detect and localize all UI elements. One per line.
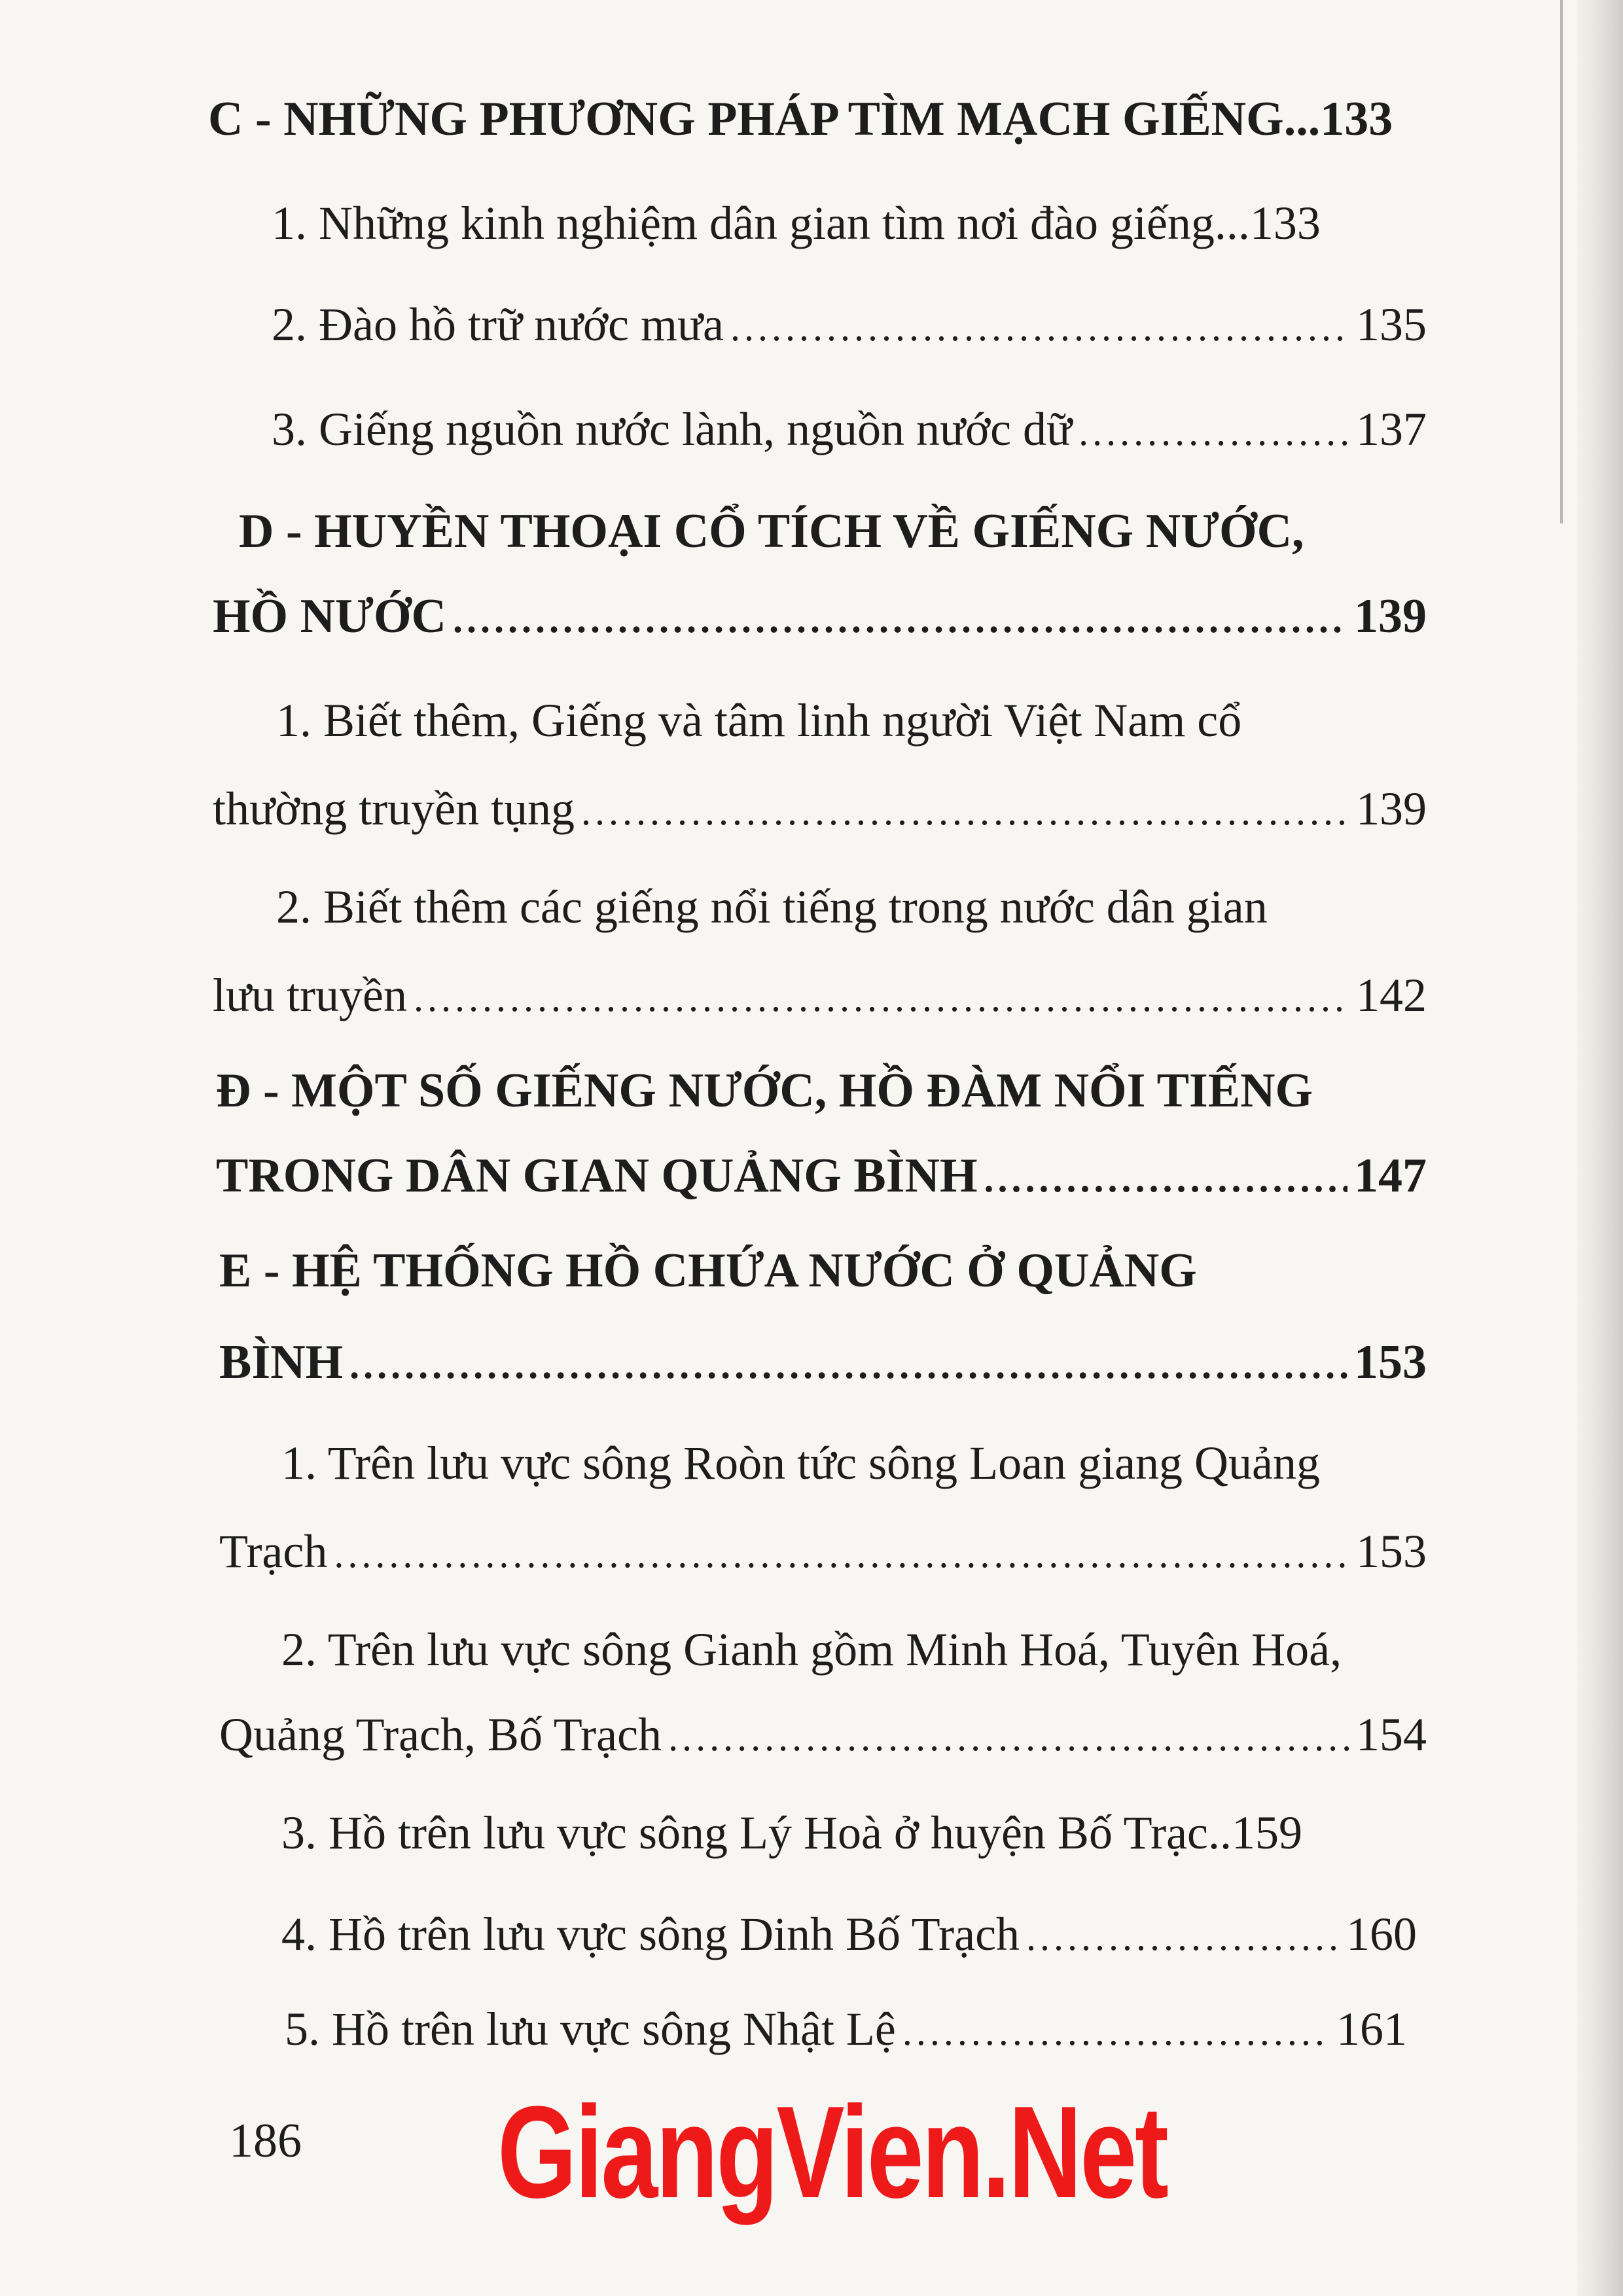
toc-entry-text: 1. Trên lưu vực sông Roòn tức sông Loan giang Quảng [281,1437,1320,1489]
toc-entry-text: 1. Những kinh nghiệm dân gian tìm nơi đào giếng [272,197,1215,249]
toc-entry-dots: ... [1283,92,1321,146]
toc-leader-dots [984,1156,1347,1201]
toc-entry-text: C - NHỮNG PHƯƠNG PHÁP TÌM MẠCH GIẾNG [208,92,1284,146]
toc-leader-dots [1026,1915,1340,1960]
toc-entry-page: 142 [1356,969,1427,1021]
toc-leader-dots [453,597,1347,642]
toc-entry-page: 160 [1346,1908,1417,1960]
toc-item-c2 [272,298,1427,352]
toc-entry-text: E - HỆ THỐNG HỒ CHỨA NƯỚC Ở QUẢNG [219,1244,1197,1298]
toc-leader-dots [334,1532,1349,1577]
toc-entry-text: 1. Biết thêm, Giếng và tâm linh người Việt Nam cổ [276,694,1242,747]
toc-entry-text: Trạch [219,1525,328,1578]
toc-entry-text: 3. Hồ trên lưu vực sông Lý Hoà ở huyện Bố Trạc [281,1807,1208,1859]
toc-leader-dots [902,2009,1330,2055]
toc-entry-text: thường truyền tụng [213,783,575,835]
toc-leader-dots [730,305,1349,350]
toc-leader-dots [668,1715,1349,1760]
toc-section-dd-line1 [216,1063,1427,1119]
toc-section-e-line1 [219,1243,1427,1299]
toc-entry-page: 154 [1356,1708,1427,1761]
toc-section-d-line2 [213,589,1427,645]
toc-item-e1-line2 [219,1525,1427,1579]
toc-entry-text: Quảng Trạch, Bố Trạch [219,1708,662,1761]
toc-item-e1-line1 [281,1436,1433,1491]
toc-entry-page: 139 [1356,783,1427,835]
toc-item-d1-line2 [213,782,1427,836]
toc-item-d2-line2 [213,968,1427,1023]
toc-leader-dots [414,976,1349,1021]
toc-entry-page: 147 [1354,1149,1427,1203]
toc-item-e5 [285,2002,1407,2057]
toc-item-c3 [272,402,1427,457]
toc-entry-text: 3. Giếng nguồn nước lành, nguồn nước dữ [272,403,1073,455]
toc-entry-page: 161 [1336,2003,1407,2055]
toc-entry-page: 133 [1320,92,1393,146]
toc-section-dd-line2 [216,1148,1427,1204]
toc-entry-page: 153 [1356,1525,1427,1578]
toc-entry-page: 137 [1356,403,1427,455]
toc-entry-text: TRONG DÂN GIAN QUẢNG BÌNH [216,1149,978,1203]
toc-entry-text: D - HUYỀN THOẠI CỔ TÍCH VỀ GIẾNG NƯỚC, [239,504,1304,558]
toc-entry-dots: .. [1208,1807,1232,1859]
page-number: 186 [229,2114,302,2168]
toc-item-e2-line2 [219,1708,1427,1762]
toc-entry-text: 2. Biết thêm các giếng nổi tiếng trong nước dân gian [276,881,1268,933]
toc-entry-text: 2. Trên lưu vực sông Gianh gồm Minh Hoá, Tuyên Hoá, [281,1623,1342,1676]
toc-entry-page: 159 [1232,1807,1302,1859]
toc-entry-text: 4. Hồ trên lưu vực sông Dinh Bố Trạch [281,1908,1020,1960]
toc-entry-text: Đ - MỘT SỐ GIẾNG NƯỚC, HỒ ĐÀM NỔI TIẾNG [216,1064,1313,1118]
toc-item-d2-line1 [276,880,1431,934]
toc-section-c [208,92,1432,147]
toc-entry-page: 133 [1249,197,1321,249]
toc-entry-dots: ... [1214,197,1250,249]
toc-entry-text: lưu truyền [213,969,407,1021]
toc-entry-page: 139 [1354,590,1427,643]
toc-entry-text: 5. Hồ trên lưu vực sông Nhật Lệ [285,2003,896,2055]
toc-leader-dots [581,789,1349,834]
watermark-logo: GiangVien.Net [497,2079,1167,2225]
toc-item-e3 [281,1806,1423,1860]
toc-leader-dots [349,1343,1347,1388]
toc-item-d1-line1 [276,694,1431,748]
toc-entry-text: 2. Đào hồ trữ nước mưa [272,298,724,351]
toc-item-e2-line1 [281,1623,1433,1677]
toc-section-e-line2 [219,1335,1427,1390]
toc-entry-page: 135 [1356,298,1427,351]
toc-section-d-line1 [239,504,1414,559]
toc-entry-page: 153 [1354,1335,1427,1389]
toc-entry-text: HỒ NƯỚC [213,590,446,643]
toc-item-c1 [272,196,1430,251]
toc-leader-dots [1079,410,1349,455]
toc-item-e4 [281,1907,1417,1962]
toc-entry-text: BÌNH [219,1335,344,1389]
